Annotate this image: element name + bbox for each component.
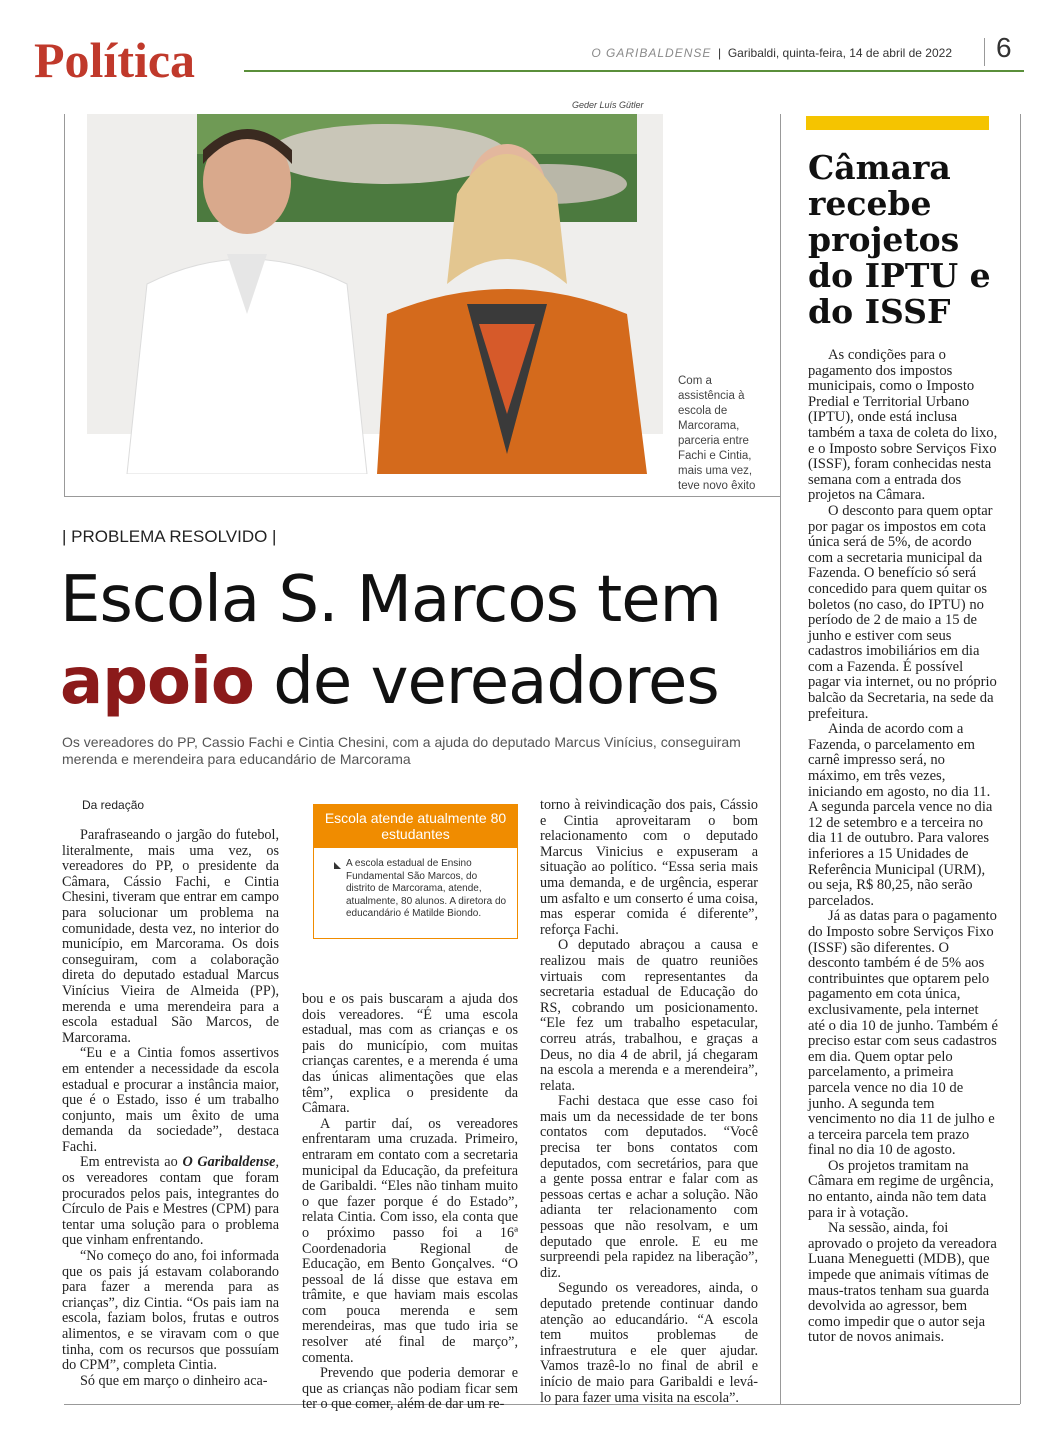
paragraph: Ainda de acordo com a Fazenda, o parcelamento em carnê impresso será, no máximo, em três vezes, iniciando em agosto, no dia 11. A segunda parcela vence no dia 12 de setembro e a terceira no dia 11 de outubro. Para valores inferiores a 15 Unidades de Referência Municipal (URM), ou seja, R$ 80,25, não serão parcelados. [808, 721, 993, 909]
sidebar-title: Câmara recebe projetos do IPTU e do ISSF [808, 148, 991, 331]
factbox-text: A escola estadual de Ensino Fundamental São Marcos, do distrito de Marcorama, atende, atualmente, 80 alunos. A diretora do educandário é Matilde Biondo. [346, 858, 507, 920]
factbox [313, 804, 518, 950]
page-number-divider [984, 38, 985, 66]
paragraph: Os projetos tramitam na Câmara em regime de urgência, no entanto, ainda não tem data para ir à votação. [808, 1157, 994, 1221]
paragraph: Prevendo que poderia demorar e que as crianças não podiam ficar sem ter o que comer, além de dar um re- [302, 1365, 518, 1413]
headline-highlight: apoio [60, 645, 254, 719]
bullet-triangle-icon [334, 862, 341, 869]
paragraph: Na sessão, ainda, foi aprovado o projeto da vereadora Luana Meneguetti (MDB), que impede que animais vítimas de maus-tratos tenham sua guarda devolvida ao agressor, bem como impedir que o autor seja tutor de novos animais. [808, 1220, 997, 1346]
paragraph: “No começo do ano, foi informada que os pais já estavam colaborando para fazer a merenda para as crianças”, diz Cintia. “Os pais iam na escola, faziam bolos, frutas e outros alimentos, e se viravam com o que tinha, com os recursos que possuíam do CPM”, completa Cintia. [62, 1248, 279, 1374]
sidebar-accent-bar [806, 116, 989, 130]
article-column-2 [302, 992, 518, 1413]
paragraph: bou e os pais buscaram a ajuda dos dois vereadores. “É uma escola estadual, mas com as crianças e os pais do município, com muitas crianças carentes, e a merenda é uma das únicas alimentações que elas têm”, explica o presidente da Câmara. [302, 991, 518, 1117]
rule-sidebar-right [1020, 114, 1021, 1404]
dateline: Garibaldi, quinta-feira, 14 de abril de 2022 [727, 46, 952, 60]
paragraph: As condições para o pagamento dos impostos municipais, como o Imposto Predial e Territorial Urbano (IPTU), onde está inclusa também a taxa de coleta do lixo, e o Imposto sobre Serviços Fixo (ISSF), foram conhecidas nesta semana com a entrada dos projetos na Câmara. [808, 347, 998, 504]
headline-rest: de vereadores [273, 645, 719, 719]
article-column-1 [62, 828, 279, 1389]
paragraph [62, 1155, 279, 1249]
photo-caption: Com a assistência à escola de Marcorama, parceria entre Fachi e Cintia, mais uma vez, teve novo êxito [678, 375, 756, 492]
article-photo [87, 114, 663, 474]
paragraph: “Eu e a Cintia fomos assertivos em entender a necessidade da escola estadual e procurar a instância maior, que é o Estado, isso é um trabalho conjunto, mais um êxito de uma demanda da sociedade”, destaca Fachi. [62, 1045, 279, 1155]
factbox-title: Escola atende atualmente 80 estudantes [313, 804, 518, 848]
paragraph-text: Em entrevista ao [80, 1154, 183, 1171]
paragraph: Parafraseando o jargão do futebol, literalmente, mais uma vez, os vereadores do PP, o presidente da Câmara, Cássio Fachi, e Cintia Chesini, tiveram que entrar em campo para solucionar um problema na comunidade, desta vez, no interior do município, em Marcorama. Os dois conseguiram, com a colaboração direta do deputado estadual Marcus Vinícius Vieira de Almeida (PP), merenda e uma merendeira para a escola estadual São Marcos, de Marcorama. [62, 827, 279, 1046]
paragraph-text: , os vereadores contam que foram procurados pelos pais, integrantes do Círculo de Pais e Mestres (CPM) para tentar uma solução para o problema que vinham enfrentando. [62, 1154, 279, 1249]
paragraph: Segundo os vereadores, ainda, o deputado pretende continuar dando atenção ao educandário. “A escola tem muitos problemas de infraestrutura e ele quer ajudar. Vamos trazê-lo no final de abril e início de maio para Garibaldi e levá-lo para fazer uma visita na escola”. [540, 1280, 758, 1406]
publication-name: O GARIBALDENSE [591, 46, 712, 60]
paragraph: torno à reivindicação dos pais, Cássio e Cintia aproveitaram o bom relacionamento com o deputado Marcus Vinicius e expuseram a situação ao político. “Essa seria mais uma demanda, e de urgência, esperar um asfalto e um conserto é uma coisa, mas esperar comida é diferente”, reforça Fachi. [540, 797, 758, 938]
paragraph: O desconto para quem optar por pagar os impostos em cota única será de 5%, de acordo com a secretaria municipal da Fazenda. O benefício só será concedido para quem quitar os boletos (no caso, do IPTU) no período de 2 de maio a 15 de junho e estiver com seus cadastros imobiliários em dia com a Fazenda. É possível pagar via internet, ou no próprio balcão da Secretaria, na sede da prefeitura. [808, 502, 997, 722]
paragraph: Só que em março o dinheiro aca- [80, 1372, 268, 1389]
photo-illustration [87, 114, 663, 474]
sidebar-body [808, 348, 998, 1346]
photo-credit: Geder Luís Gütler [572, 100, 644, 110]
header-dateline-block [591, 46, 952, 60]
rule-left [64, 114, 65, 496]
paragraph: Fachi destaca que esse caso foi mais um da necessidade de ter bons contatos com deputados. “Você precisa ter bons contatos com deputados, com secretários, para que a gente possa entrar e falar com as pessoas certas e achar a solução. Não adianta ter relacionamento com pessoas que não resolvam, e um deputado que enrole. E eu me surpreendi pela rapidez na liberação”, diz. [540, 1093, 758, 1281]
rule-under-photo [64, 496, 780, 497]
header-separator: | [718, 46, 722, 60]
paragraph: O deputado abraçou a causa e realizou mais de quatro reuniões virtuais com representantes da secretaria estadual de Educação do RS, cobrando um posicionamento. “Ele fez um trabalho espetacular, correu atrás, trabalhou, e graças a Deus, no dia 4 de abril, já chegaram na escola a merenda e a merendeira”, relata. [540, 937, 758, 1094]
headline-line-2 [60, 642, 719, 722]
page-number: 6 [996, 32, 1012, 63]
paragraph: Já as datas para o pagamento do Imposto sobre Serviços Fixo (ISSF) são diferentes. O desconto também é de 5% aos contribuintes que optarem pelo pagamento em cota única, exclusivamente, pela internet até o dia 10 de junho. Também é preciso estar com seus cadastros em dia. Quem optar pelo parcelamento, a primeira parcela vence no dia 10 de junho. A segunda tem vencimento no dia 11 de julho e a terceira parcela tem prazo final no dia 10 de agosto. [808, 908, 998, 1159]
headline-line-1: Escola S. Marcos tem [60, 563, 721, 637]
section-title: Política [34, 32, 196, 88]
factbox-body [313, 848, 518, 939]
header-rule [244, 70, 1024, 72]
paragraph: A partir daí, os vereadores enfrentaram uma cruzada. Primeiro, entraram em contato com a secretaria municipal da Educação, da prefeitura de Garibaldi. “Eles não tinham muito o que fazer porque é do Estado”, relata Cintia. Com isso, ela conta que o próximo passo foi a 16ª Coordenadoria Regional de Educação, em Bento Gonçalves. “O pessoal de lá disse que estava em trâmite, e que haviam mais escolas com pouca merenda e sem merendeiras, mas que tudo iria se resolver até final de março”, comenta. [302, 1115, 518, 1366]
publication-mention: O Garibaldense [182, 1154, 276, 1171]
byline: Da redação [82, 798, 145, 812]
article-deck: Os vereadores do PP, Cassio Fachi e Cintia Chesini, com a ajuda do deputado Marcus Vinícius, conseguiram merenda e merendeira para educandário de Marcorama [62, 734, 741, 767]
article-column-3 [540, 798, 758, 1406]
article-kicker: | PROBLEMA RESOLVIDO | [62, 527, 277, 546]
rule-sidebar-left [780, 114, 781, 1404]
